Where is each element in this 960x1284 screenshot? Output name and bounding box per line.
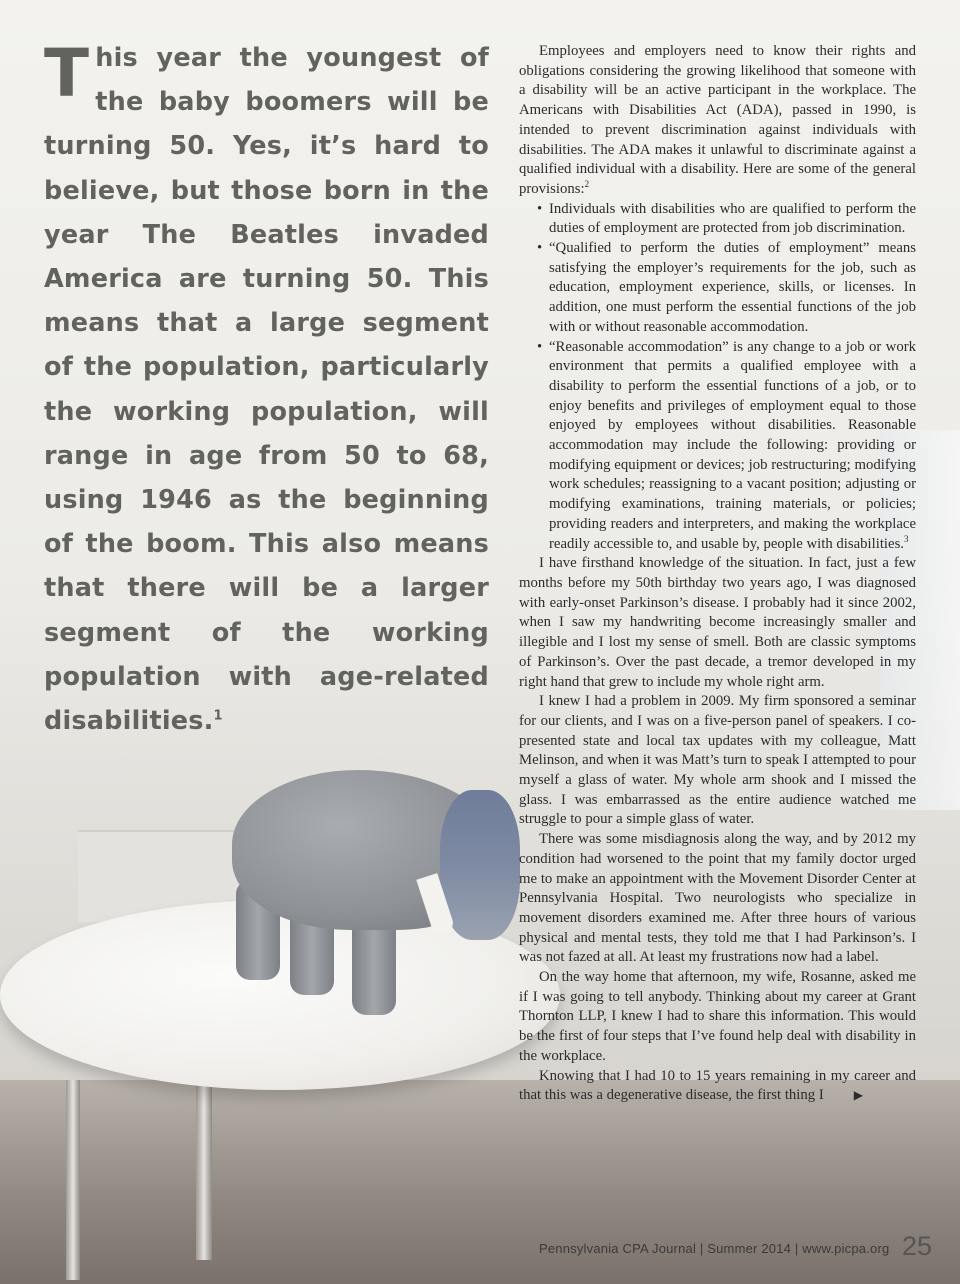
list-item — [549, 239, 916, 338]
body-paragraph: I knew I had a problem in 2009. My firm sponsored a seminar for our clients, and I was on a five-person panel of speakers. I co-presented state and local tax updates with my colleague, Matt Melinson, and when it was Matt’s turn to speak I attempted to pour myself a glass of water. My whole arm shook and I missed the glass. I was embarrassed as the entire audience watched me struggle to pour a simple glass of water. — [519, 693, 916, 828]
page-number: 25 — [902, 1231, 933, 1261]
body-paragraph: On the way home that afternoon, my wife, Rosanne, asked me if I was going to tell anybody. Thinking about my career at Grant Thornton LLP, I knew I had to share this information. This would be the first of four steps that I’ve found help deal with disability in the workplace. — [519, 969, 916, 1064]
table-leg — [196, 1080, 212, 1260]
lede-text: his year the youngest of the baby boomers will be turning 50. Yes, it’s hard to believe, but those born in the year The Beatles invaded America are turning 50. This means that a large segment of the population, particularly the working population, will range in age from 50 to 68, using 1946 as the beginning of the boom. This also means that there will be a larger segment of the working population with age-related disabilities. — [44, 43, 489, 737]
list-item — [549, 200, 916, 239]
list-item — [549, 338, 916, 555]
drop-cap: T — [44, 35, 90, 112]
provisions-list — [519, 200, 916, 555]
continue-arrow-icon: ▶ — [853, 1088, 863, 1103]
body-paragraph: I have firsthand knowledge of the situation. In fact, just a few months before my 50th birthday two years ago, I was diagnosed with early-onset Parkinson’s disease. I probably had it since 2002, when I saw my handwriting become increasingly smaller and illegible and I lost my sense of smell. Both are classic symptoms of Parkinson’s. Over the past decade, a tremor developed in my right hand that grew to include my whole right arm. — [519, 555, 916, 690]
body-paragraph — [519, 1067, 916, 1106]
body-paragraph: There was some misdiagnosis along the way, and by 2012 my condition had worsened to the point that my family doctor urged me to make an appointment with the Movement Disorder Center at Pennsylvania Hospital. Two neurologists who specialize in movement disorders examined me. After three hours of various physical and mental tests, they told me that I had Parkinson’s. I was not fazed at all. At least my frustrations now had a label. — [519, 831, 916, 966]
intro-text: Employees and employers need to know their rights and obligations considering the growing likelihood that someone with a disability will be an active participant in the workplace. The Americans with Disabilities Act (ADA), passed in 1990, is intended to prevent discrimination against individuals with disabilities. The ADA makes it unlawful to discriminate against a qualified individual with a disability. Here are some of the general provisions: — [519, 43, 916, 197]
footnote-ref: 2 — [584, 179, 590, 190]
lede-paragraph — [44, 36, 489, 743]
table-leg — [66, 1080, 80, 1280]
article-body — [519, 42, 916, 1106]
intro-paragraph — [519, 42, 916, 200]
footnote-ref: 1 — [213, 708, 223, 724]
elephant-head — [440, 790, 520, 940]
list-item-text: “Reasonable accommodation” is any change to a job or work environment that permits a qualified employee with a disability to perform the essential functions of a job, or to enjoy benefits and privileges of employment equal to those enjoyed by employees without disabilities. Reasonable accommodation may include the following: providing or modifying equipment or devices; job restructuring; modifying work schedules; reassigning to a vacant position; adjusting or modifying examinations, training materials, or policies; providing readers and interpreters, and making the workplace readily accessible to, and usable by, people with disabilities. — [549, 338, 916, 552]
page-footer: Pennsylvania CPA Journal | Summer 2014 | www.picpa.org — [539, 1241, 890, 1256]
body-paragraph-text: Knowing that I had 10 to 15 years remaining in my career and that this was a degenerative disease, the first thing I — [519, 1067, 916, 1104]
list-item-text: “Qualified to perform the duties of employment” means satisfying the employer’s requirements for the job, such as education, employment experience, skills, or licenses. In addition, one must perform the essential functions of the job with or without reasonable accommodation. — [549, 240, 916, 335]
footnote-ref: 3 — [904, 533, 909, 544]
list-item-text: Individuals with disabilities who are qualified to perform the duties of employment are protected from job discrimination. — [549, 200, 916, 237]
